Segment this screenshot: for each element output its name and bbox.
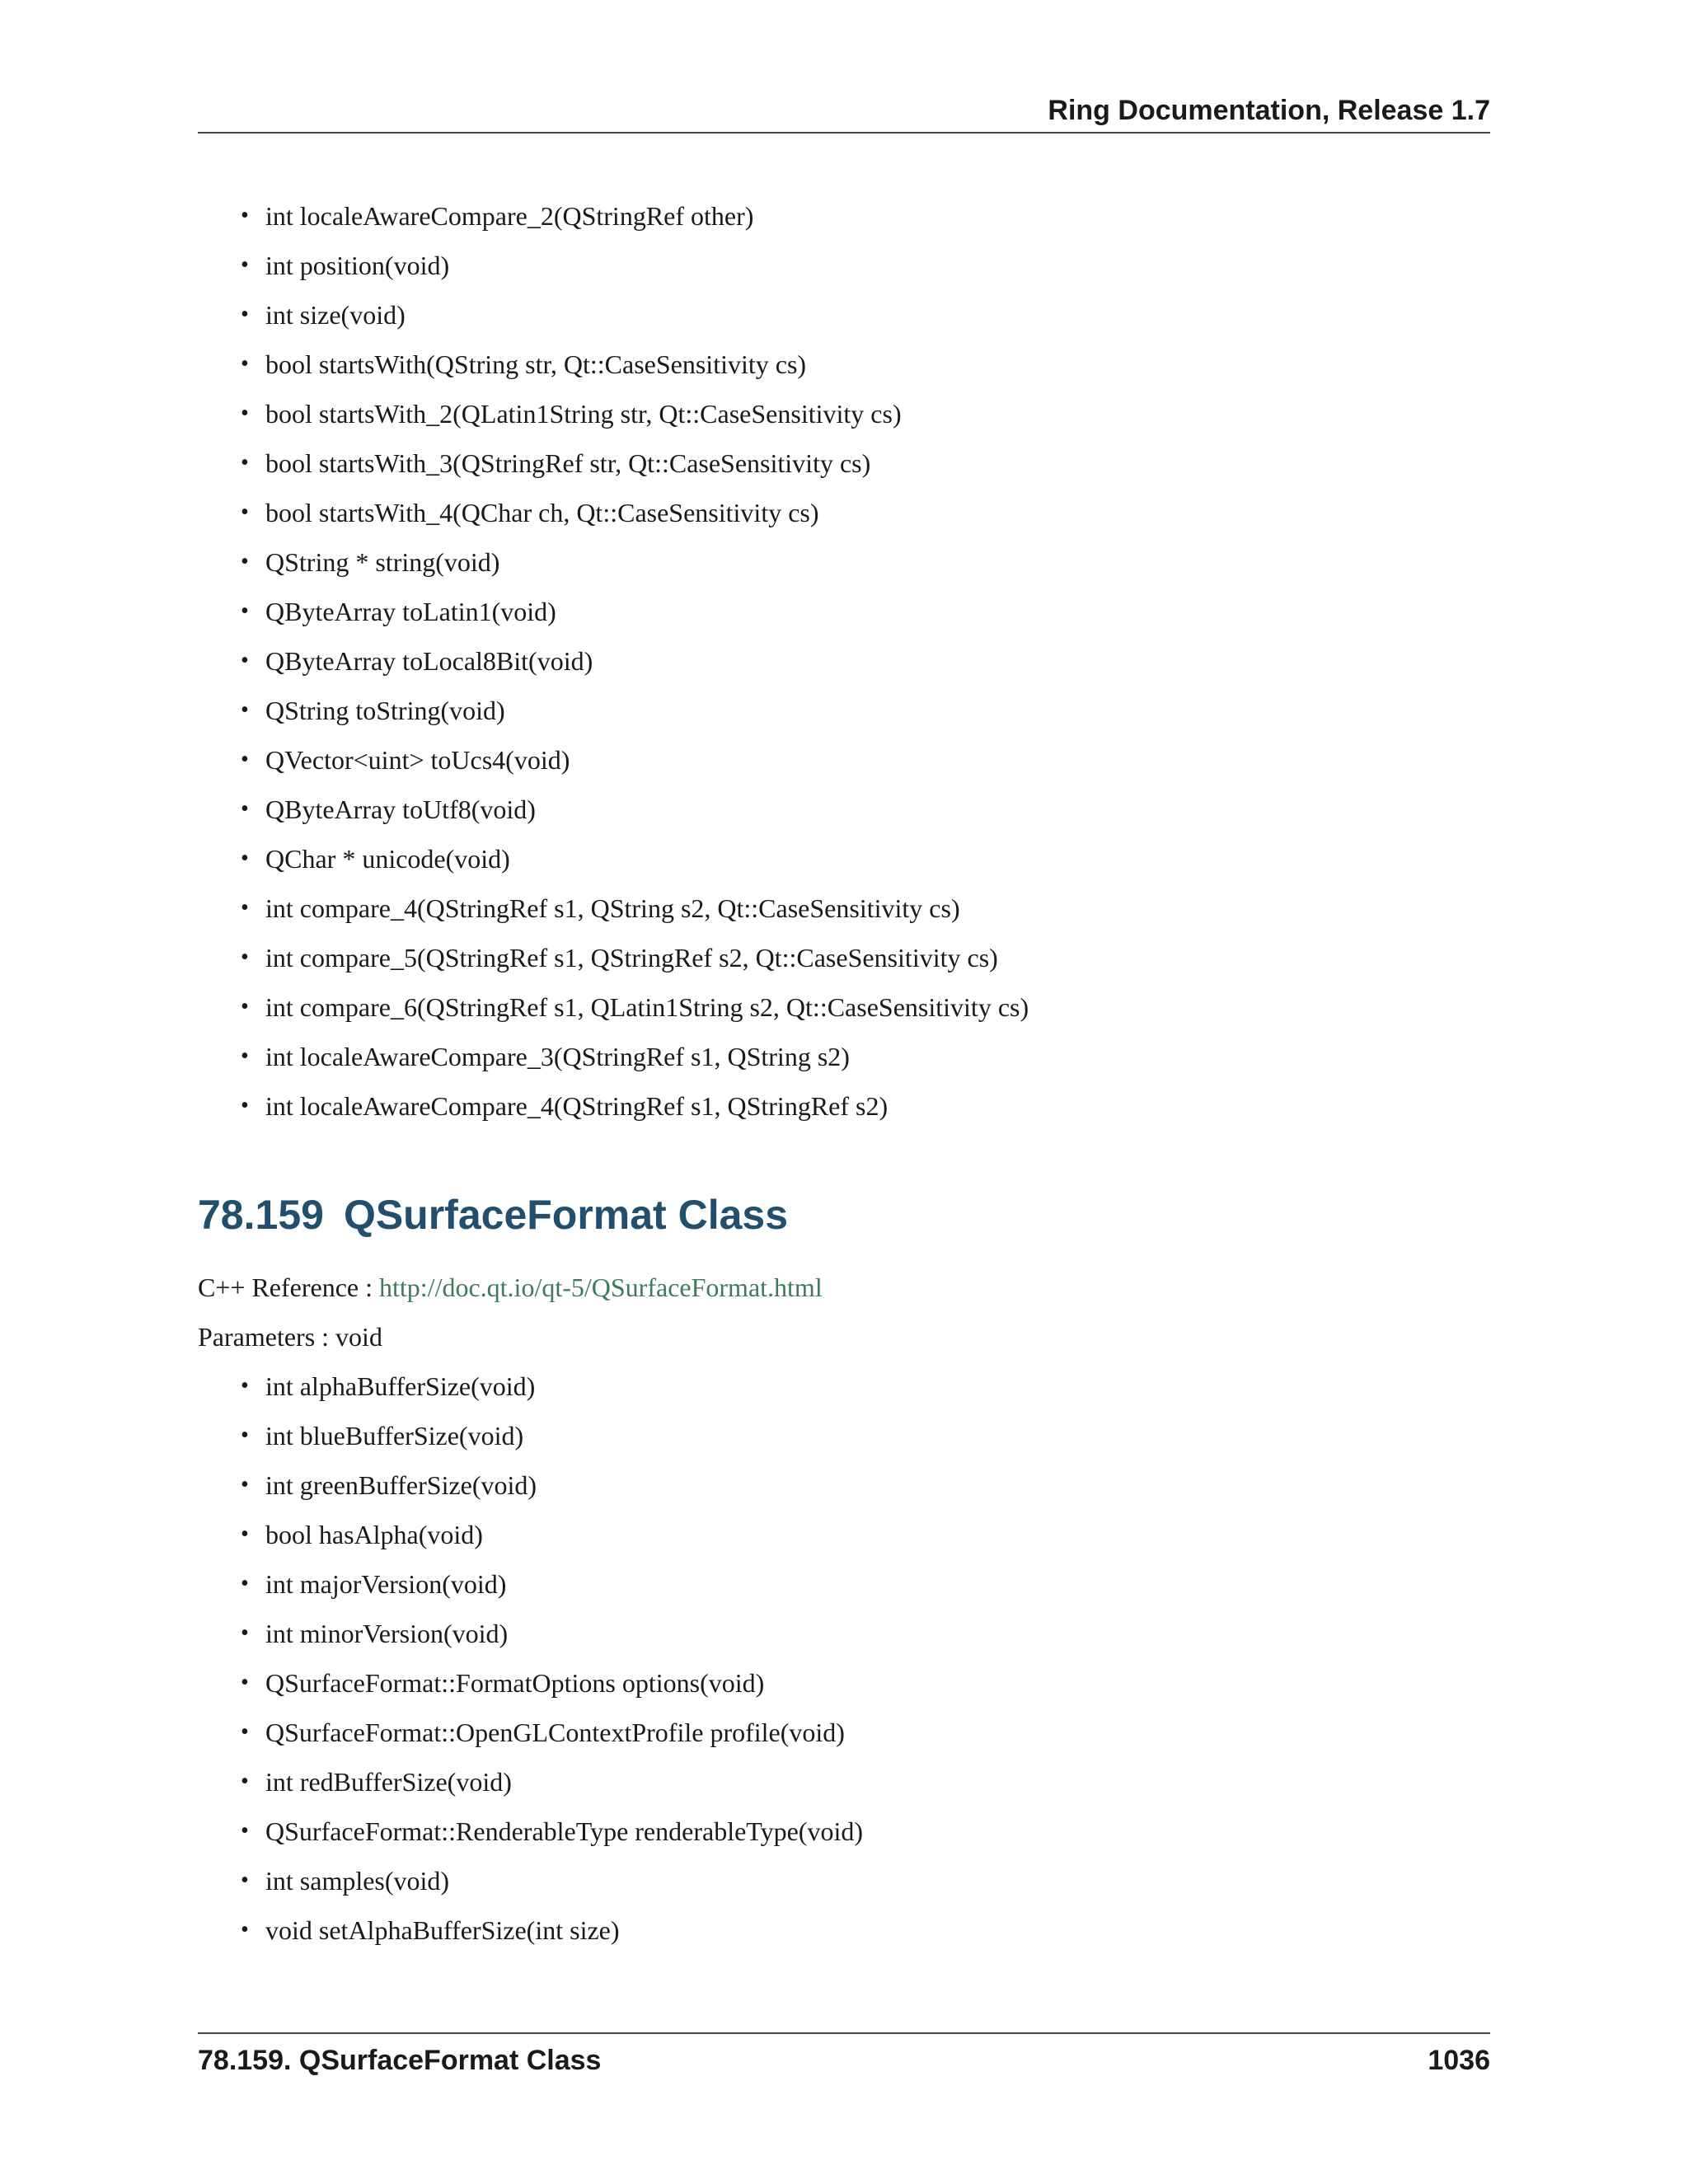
list-item — [241, 982, 1490, 1032]
bullet-icon: • — [241, 401, 249, 426]
method-signature: int redBufferSize(void) — [265, 1767, 512, 1797]
method-signature: QSurfaceFormat::FormatOptions options(void) — [265, 1668, 765, 1698]
list-item — [241, 686, 1490, 735]
method-signature: bool startsWith_4(QChar ch, Qt::CaseSensitivity cs) — [265, 498, 819, 527]
method-signature: int size(void) — [265, 300, 406, 330]
list-item — [241, 785, 1490, 834]
bullet-icon: • — [241, 846, 249, 871]
bullet-icon: • — [241, 747, 249, 772]
list-item — [241, 735, 1490, 785]
list-item — [241, 636, 1490, 686]
method-list-qstringref — [198, 191, 1490, 1131]
list-item — [241, 191, 1490, 241]
bullet-icon: • — [241, 1719, 249, 1745]
list-item — [241, 1658, 1490, 1708]
bullet-icon: • — [241, 1043, 249, 1069]
list-item — [241, 933, 1490, 982]
method-signature: int position(void) — [265, 251, 450, 280]
bullet-icon: • — [241, 1868, 249, 1893]
method-signature: int compare_4(QStringRef s1, QString s2, Qt::CaseSensitivity cs) — [265, 893, 960, 923]
method-signature: int localeAwareCompare_3(QStringRef s1, QString s2) — [265, 1042, 850, 1071]
method-signature: int localeAwareCompare_2(QStringRef other) — [265, 201, 754, 231]
parameters-line: Parameters : void — [198, 1322, 382, 1352]
method-signature: int greenBufferSize(void) — [265, 1470, 537, 1500]
list-item — [241, 834, 1490, 883]
method-signature: QSurfaceFormat::OpenGLContextProfile profile(void) — [265, 1718, 845, 1747]
bullet-icon: • — [241, 252, 249, 278]
document-title: Ring Documentation, Release 1.7 — [1048, 95, 1490, 126]
method-signature: QString toString(void) — [265, 696, 505, 725]
method-signature: int majorVersion(void) — [265, 1569, 507, 1599]
bullet-icon: • — [241, 1422, 249, 1448]
section-number: 78.159 — [198, 1192, 324, 1238]
bullet-icon: • — [241, 1571, 249, 1596]
bullet-icon: • — [241, 944, 249, 970]
bullet-icon: • — [241, 895, 249, 921]
bullet-icon: • — [241, 1472, 249, 1497]
bullet-icon: • — [241, 598, 249, 624]
method-signature: QByteArray toUtf8(void) — [265, 794, 536, 824]
method-signature: int alphaBufferSize(void) — [265, 1371, 536, 1401]
method-signature: bool hasAlpha(void) — [265, 1520, 483, 1549]
list-item — [241, 1032, 1490, 1081]
bullet-icon: • — [241, 1670, 249, 1695]
list-item — [241, 1708, 1490, 1757]
method-signature: int samples(void) — [265, 1866, 450, 1896]
list-item — [241, 1757, 1490, 1807]
list-item — [241, 1411, 1490, 1460]
list-item — [241, 340, 1490, 389]
page-content — [198, 191, 1490, 1955]
list-item — [241, 1856, 1490, 1905]
bullet-icon: • — [241, 1373, 249, 1399]
list-item — [241, 1081, 1490, 1131]
method-signature: bool startsWith(QString str, Qt::CaseSensitivity cs) — [265, 349, 807, 379]
footer-section: 78.159. QSurfaceFormat Class — [198, 2045, 602, 2076]
bullet-icon: • — [241, 1093, 249, 1118]
page-header — [198, 91, 1490, 134]
bullet-icon: • — [241, 1521, 249, 1547]
list-item — [241, 1361, 1490, 1411]
method-signature: QByteArray toLatin1(void) — [265, 597, 556, 626]
method-signature: QVector<uint> toUcs4(void) — [265, 745, 570, 775]
bullet-icon: • — [241, 1818, 249, 1844]
list-item — [241, 1807, 1490, 1856]
method-signature: QByteArray toLocal8Bit(void) — [265, 646, 593, 676]
list-item — [241, 1510, 1490, 1559]
method-signature: QChar * unicode(void) — [265, 844, 510, 874]
list-item — [241, 290, 1490, 340]
bullet-icon: • — [241, 450, 249, 476]
method-signature: int compare_6(QStringRef s1, QLatin1String s2, Qt::CaseSensitivity cs) — [265, 992, 1029, 1022]
list-item — [241, 537, 1490, 587]
list-item — [241, 1609, 1490, 1658]
method-signature: void setAlphaBufferSize(int size) — [265, 1915, 620, 1945]
method-signature: int blueBufferSize(void) — [265, 1421, 524, 1451]
method-signature: bool startsWith_2(QLatin1String str, Qt::CaseSensitivity cs) — [265, 399, 902, 429]
bullet-icon: • — [241, 648, 249, 673]
bullet-icon: • — [241, 499, 249, 525]
method-signature: QString * string(void) — [265, 547, 500, 577]
method-signature: int localeAwareCompare_4(QStringRef s1, QStringRef s2) — [265, 1091, 889, 1121]
reference-link[interactable]: http://doc.qt.io/qt-5/QSurfaceFormat.html — [379, 1272, 823, 1302]
bullet-icon: • — [241, 351, 249, 377]
list-item — [241, 488, 1490, 537]
bullet-icon: • — [241, 203, 249, 228]
reference-label: C++ Reference : — [198, 1272, 379, 1302]
page-number: 1036 — [1428, 2045, 1490, 2076]
list-item — [241, 587, 1490, 636]
list-item — [241, 389, 1490, 438]
bullet-icon: • — [241, 697, 249, 723]
list-item — [241, 1905, 1490, 1955]
cpp-reference-line — [198, 1263, 1490, 1312]
bullet-icon: • — [241, 302, 249, 327]
list-item — [241, 1559, 1490, 1609]
method-signature: bool startsWith_3(QStringRef str, Qt::CaseSensitivity cs) — [265, 448, 871, 478]
page-footer — [198, 2032, 1490, 2083]
section-heading — [198, 1188, 1490, 1241]
method-signature: int minorVersion(void) — [265, 1619, 509, 1648]
bullet-icon: • — [241, 1917, 249, 1943]
list-item — [241, 883, 1490, 933]
list-item — [241, 438, 1490, 488]
method-signature: int compare_5(QStringRef s1, QStringRef s2, Qt::CaseSensitivity cs) — [265, 943, 998, 972]
bullet-icon: • — [241, 994, 249, 1019]
method-signature: QSurfaceFormat::RenderableType renderableType(void) — [265, 1816, 863, 1846]
section-title: QSurfaceFormat Class — [343, 1192, 789, 1238]
method-list-qsurfaceformat — [198, 1361, 1490, 1955]
list-item — [241, 1460, 1490, 1510]
list-item — [241, 241, 1490, 290]
bullet-icon: • — [241, 1769, 249, 1794]
bullet-icon: • — [241, 796, 249, 822]
bullet-icon: • — [241, 549, 249, 574]
bullet-icon: • — [241, 1620, 249, 1646]
